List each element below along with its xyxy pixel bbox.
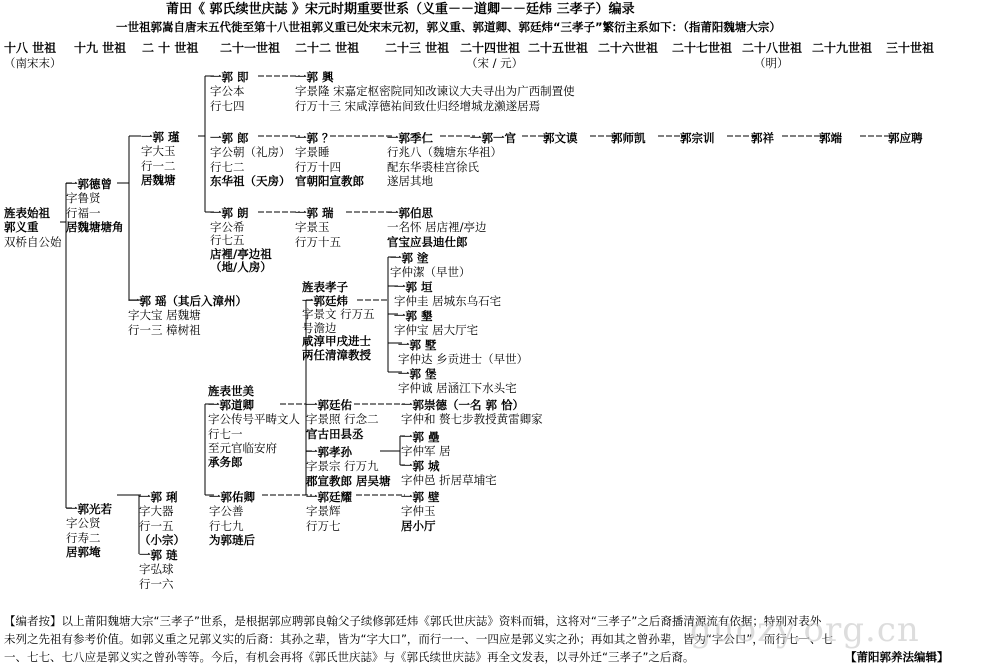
site-watermark: guozy.org.cn [690, 610, 920, 650]
person-name: 一郭季仁 [387, 131, 433, 145]
person-detail: 居魏塘 [141, 172, 176, 187]
person-detail: 字鲁贤 [66, 191, 101, 206]
person-name: 一郭廷佑 [306, 398, 352, 412]
person-name: 一郭 琍 [139, 490, 178, 504]
person-detail: 字景玉 [295, 220, 330, 235]
person-detail: 行七一 [208, 426, 243, 441]
person-name: 旌表孝子 [302, 280, 348, 294]
person-detail: （小宗） [139, 532, 185, 547]
person-detail: 行一三 樟树祖 [128, 322, 201, 337]
person-detail: 东华祖（天房） [210, 173, 291, 188]
person-name: 一郭 壘 [401, 430, 440, 444]
person-name: 郭文谟 [543, 131, 578, 145]
person-detail: 字公希 [210, 219, 245, 234]
person-name: 郭端 [819, 131, 842, 145]
generation-label: 十八 世祖 [4, 41, 57, 55]
person-detail: 为郭琏后 [209, 532, 255, 547]
generation-label: 十九 世祖 [74, 41, 127, 55]
person-detail: 字仲潔（早世） [390, 265, 471, 280]
person-name: 一郭 垣 [394, 280, 433, 294]
page-subtitle: 一世祖郭嵩自唐末五代徙至第十八世祖郭义重已处宋末元初，郭义重、郭道卿、郭廷炜“三孝子”繁衍主系如下：（指莆阳魏塘大宗） [116, 20, 781, 34]
generation-label: 二十六世祖 [598, 41, 659, 55]
person-detail: 字景文 行万五 [302, 307, 375, 321]
person-detail: 两任清漳教授 [302, 347, 371, 362]
person-name: 郭应聘 [888, 131, 923, 145]
page-title: 莆田《 郭氏续世庆誌 》宋元时期重要世系（义重－－道卿－－廷炜 三孝子）编录 [166, 2, 635, 17]
generation-label: 二十三 世祖 [385, 41, 450, 55]
person-detail: 行七九 [209, 518, 244, 533]
person-name: 一郭 朗 [210, 206, 249, 220]
person-detail: 承务郎 [208, 455, 243, 469]
person-detail: 字公贤 [66, 516, 101, 531]
person-name: 一郭 琏 [139, 548, 178, 562]
person-name: 一郭光若 [66, 502, 112, 516]
person-detail: 行一五 [139, 518, 174, 533]
person-name: 一郭 瑾 [141, 130, 180, 144]
person-detail: 行七四 [210, 98, 245, 113]
person-name: 一郭 壁 [401, 490, 440, 504]
person-name: 一郭 興 [295, 70, 334, 84]
person-name: 一郭崇德（一名 郭 恰） [401, 398, 525, 412]
person-detail: 字弘球 [139, 562, 174, 577]
person-name: 一郭德曾 [66, 177, 112, 191]
person-detail: 配东华裘桂宫徐氏 [387, 159, 479, 174]
person-detail: 行万七 [306, 518, 341, 533]
person-detail: （地/人房） [210, 260, 272, 274]
generation-label: 二十一世祖 [220, 41, 281, 55]
person-detail: 一郭廷炜 [302, 293, 348, 308]
person-detail: 咸淳甲戌进士 [302, 334, 371, 348]
person-detail: 字公传号平畴文人 [208, 412, 300, 427]
generation-label: 二十七世祖 [672, 41, 733, 55]
person-detail: 一名怀 居店裡/亭边 [387, 220, 487, 235]
person-name: 旌表始祖 [4, 206, 50, 220]
person-name: 一郭一官 [470, 131, 516, 145]
person-detail: 字景辉 [306, 504, 341, 519]
generation-label: 二十八世祖 [742, 41, 803, 55]
person-detail: 行福一 [66, 205, 101, 220]
generation-label: 二 十 世祖 [142, 41, 199, 55]
person-name: 一郭 郎 [210, 131, 249, 145]
person-name: 郭祥 [751, 131, 774, 145]
person-detail: 字仲达 乡贡进士（早世） [398, 352, 529, 367]
person-detail: 字大器 [139, 504, 174, 519]
editor-note-line: 【编者按】以上莆阳魏塘大宗“三孝子”世系，是根据郭应聘郭良翰父子续修郭廷炜《郭氏世庆誌》资料而辑，这将对“三孝子”之后裔播清源流有依据；特别对表外 [4, 614, 822, 628]
person-detail: 至元官临安府 [208, 440, 277, 455]
person-detail: 字景照 行念二 [306, 412, 379, 427]
person-name: 一郭廷耀 [306, 490, 352, 504]
person-detail: 字景宗 行万九 [306, 459, 379, 474]
person-name: 郭师凯 [611, 131, 646, 145]
editor-credit: 【莆阳郭养法编辑】 [845, 650, 949, 664]
person-detail: 郡宣教郎 居吴塘 [306, 473, 391, 488]
person-detail: 字仲圭 居城东乌石宅 [394, 294, 502, 309]
person-detail: 字仲军 居 [401, 444, 451, 459]
person-detail: 字大宝 居魏塘 [128, 308, 201, 323]
person-detail: 字景隆 宋嘉定枢密院同知改谏议大夫寻出为广西制置使 [295, 84, 575, 99]
editor-note-line: 一、七七、七八应是郭义实之曾孙等等。今后，有机会再将《郭氏世庆誌》与《郭氏续世庆誌》再全文发表，以寻外迁“三孝子”之后裔。 [4, 650, 695, 664]
person-detail: 字景睡 [295, 145, 330, 160]
person-detail: 郭义重 [4, 220, 39, 235]
person-detail: 字仲宝 居大厅宅 [394, 323, 479, 338]
person-detail: 行兆八（魏塘东华祖） [387, 145, 502, 160]
person-name: 一郭 墾 [394, 309, 433, 323]
person-name: 一郭 ？ [295, 131, 334, 145]
person-detail: 店裡/亭边祖 [210, 246, 272, 261]
person-detail: 字仲诚 居涵江下水头宅 [398, 381, 517, 396]
person-name: 一郭佑卿 [209, 490, 255, 504]
person-name: 一郭 墅 [398, 338, 437, 352]
person-detail: 居郭埯 [66, 544, 101, 559]
person-detail: 行一六 [139, 576, 174, 591]
person-detail: 居小厅 [401, 518, 436, 533]
generation-period: （明） [754, 56, 789, 70]
generation-label: 二十二 世祖 [295, 41, 360, 55]
generation-label: 二十四世祖 [460, 41, 521, 55]
person-detail: 行万十三 宋咸淳德祐间致仕归经增城龙濑遂居焉 [295, 98, 541, 113]
person-detail: 官古田县丞 [306, 426, 364, 441]
generation-label: 二十五世祖 [528, 41, 589, 55]
person-detail: 遂居其地 [387, 173, 433, 188]
person-detail: 行一二 [141, 158, 176, 173]
person-name: 一郭 即 [210, 70, 249, 84]
person-name: 旌表世美 [208, 384, 254, 398]
person-name: 一郭 瑶（其后入漳州） [128, 294, 248, 308]
person-detail: 字仲邑 折居草埔宅 [401, 473, 497, 488]
person-name: 一郭孝孙 [306, 445, 352, 459]
person-name: 一郭 城 [401, 459, 440, 473]
person-name: 一郭 堡 [398, 367, 437, 381]
person-detail: 号澹边 [302, 320, 337, 335]
person-detail: 双桥自公始 [4, 234, 62, 249]
editor-note-line: 未列之先祖有参考价值。如郭义重之兄郭义实的后裔：其孙之辈，皆为“字大口”，而行一一、一四应是郭义实之孙；再如其之曾孙辈，皆为“字公口”，而行七一、七 [4, 632, 833, 646]
person-detail: 字大玉 [141, 144, 176, 159]
person-detail: 字仲和 赘七步教授黄雷卿家 [401, 412, 543, 427]
generation-label: 二十九世祖 [812, 41, 873, 55]
generation-label: 三十世祖 [886, 41, 935, 55]
person-detail: 居魏塘塘角 [66, 219, 124, 234]
person-detail: 字公本 [210, 84, 245, 99]
person-name: 一郭 塗 [390, 251, 429, 265]
person-detail: 字仲玉 [401, 504, 436, 519]
person-detail: 行寿二 [66, 530, 101, 545]
person-detail: 行七二 [210, 159, 245, 174]
person-detail: 官宝应县迪仕郎 [387, 234, 468, 249]
person-detail: 行万十五 [295, 234, 341, 249]
generation-period: （南宋末） [4, 56, 62, 70]
person-name: 郭宗训 [680, 131, 715, 145]
person-name: 一郭伯思 [387, 206, 433, 220]
person-name: 一郭 瑞 [295, 206, 334, 220]
person-detail: 官朝阳宣教郎 [295, 173, 364, 188]
generation-period: （宋 / 元） [466, 56, 524, 70]
person-detail: 行万十四 [295, 159, 341, 174]
person-detail: 行七五 [210, 233, 245, 247]
person-detail: 字公善 [209, 504, 244, 519]
person-detail: 字公朝（礼房） [210, 145, 291, 160]
person-detail: 一郭道卿 [208, 398, 254, 413]
